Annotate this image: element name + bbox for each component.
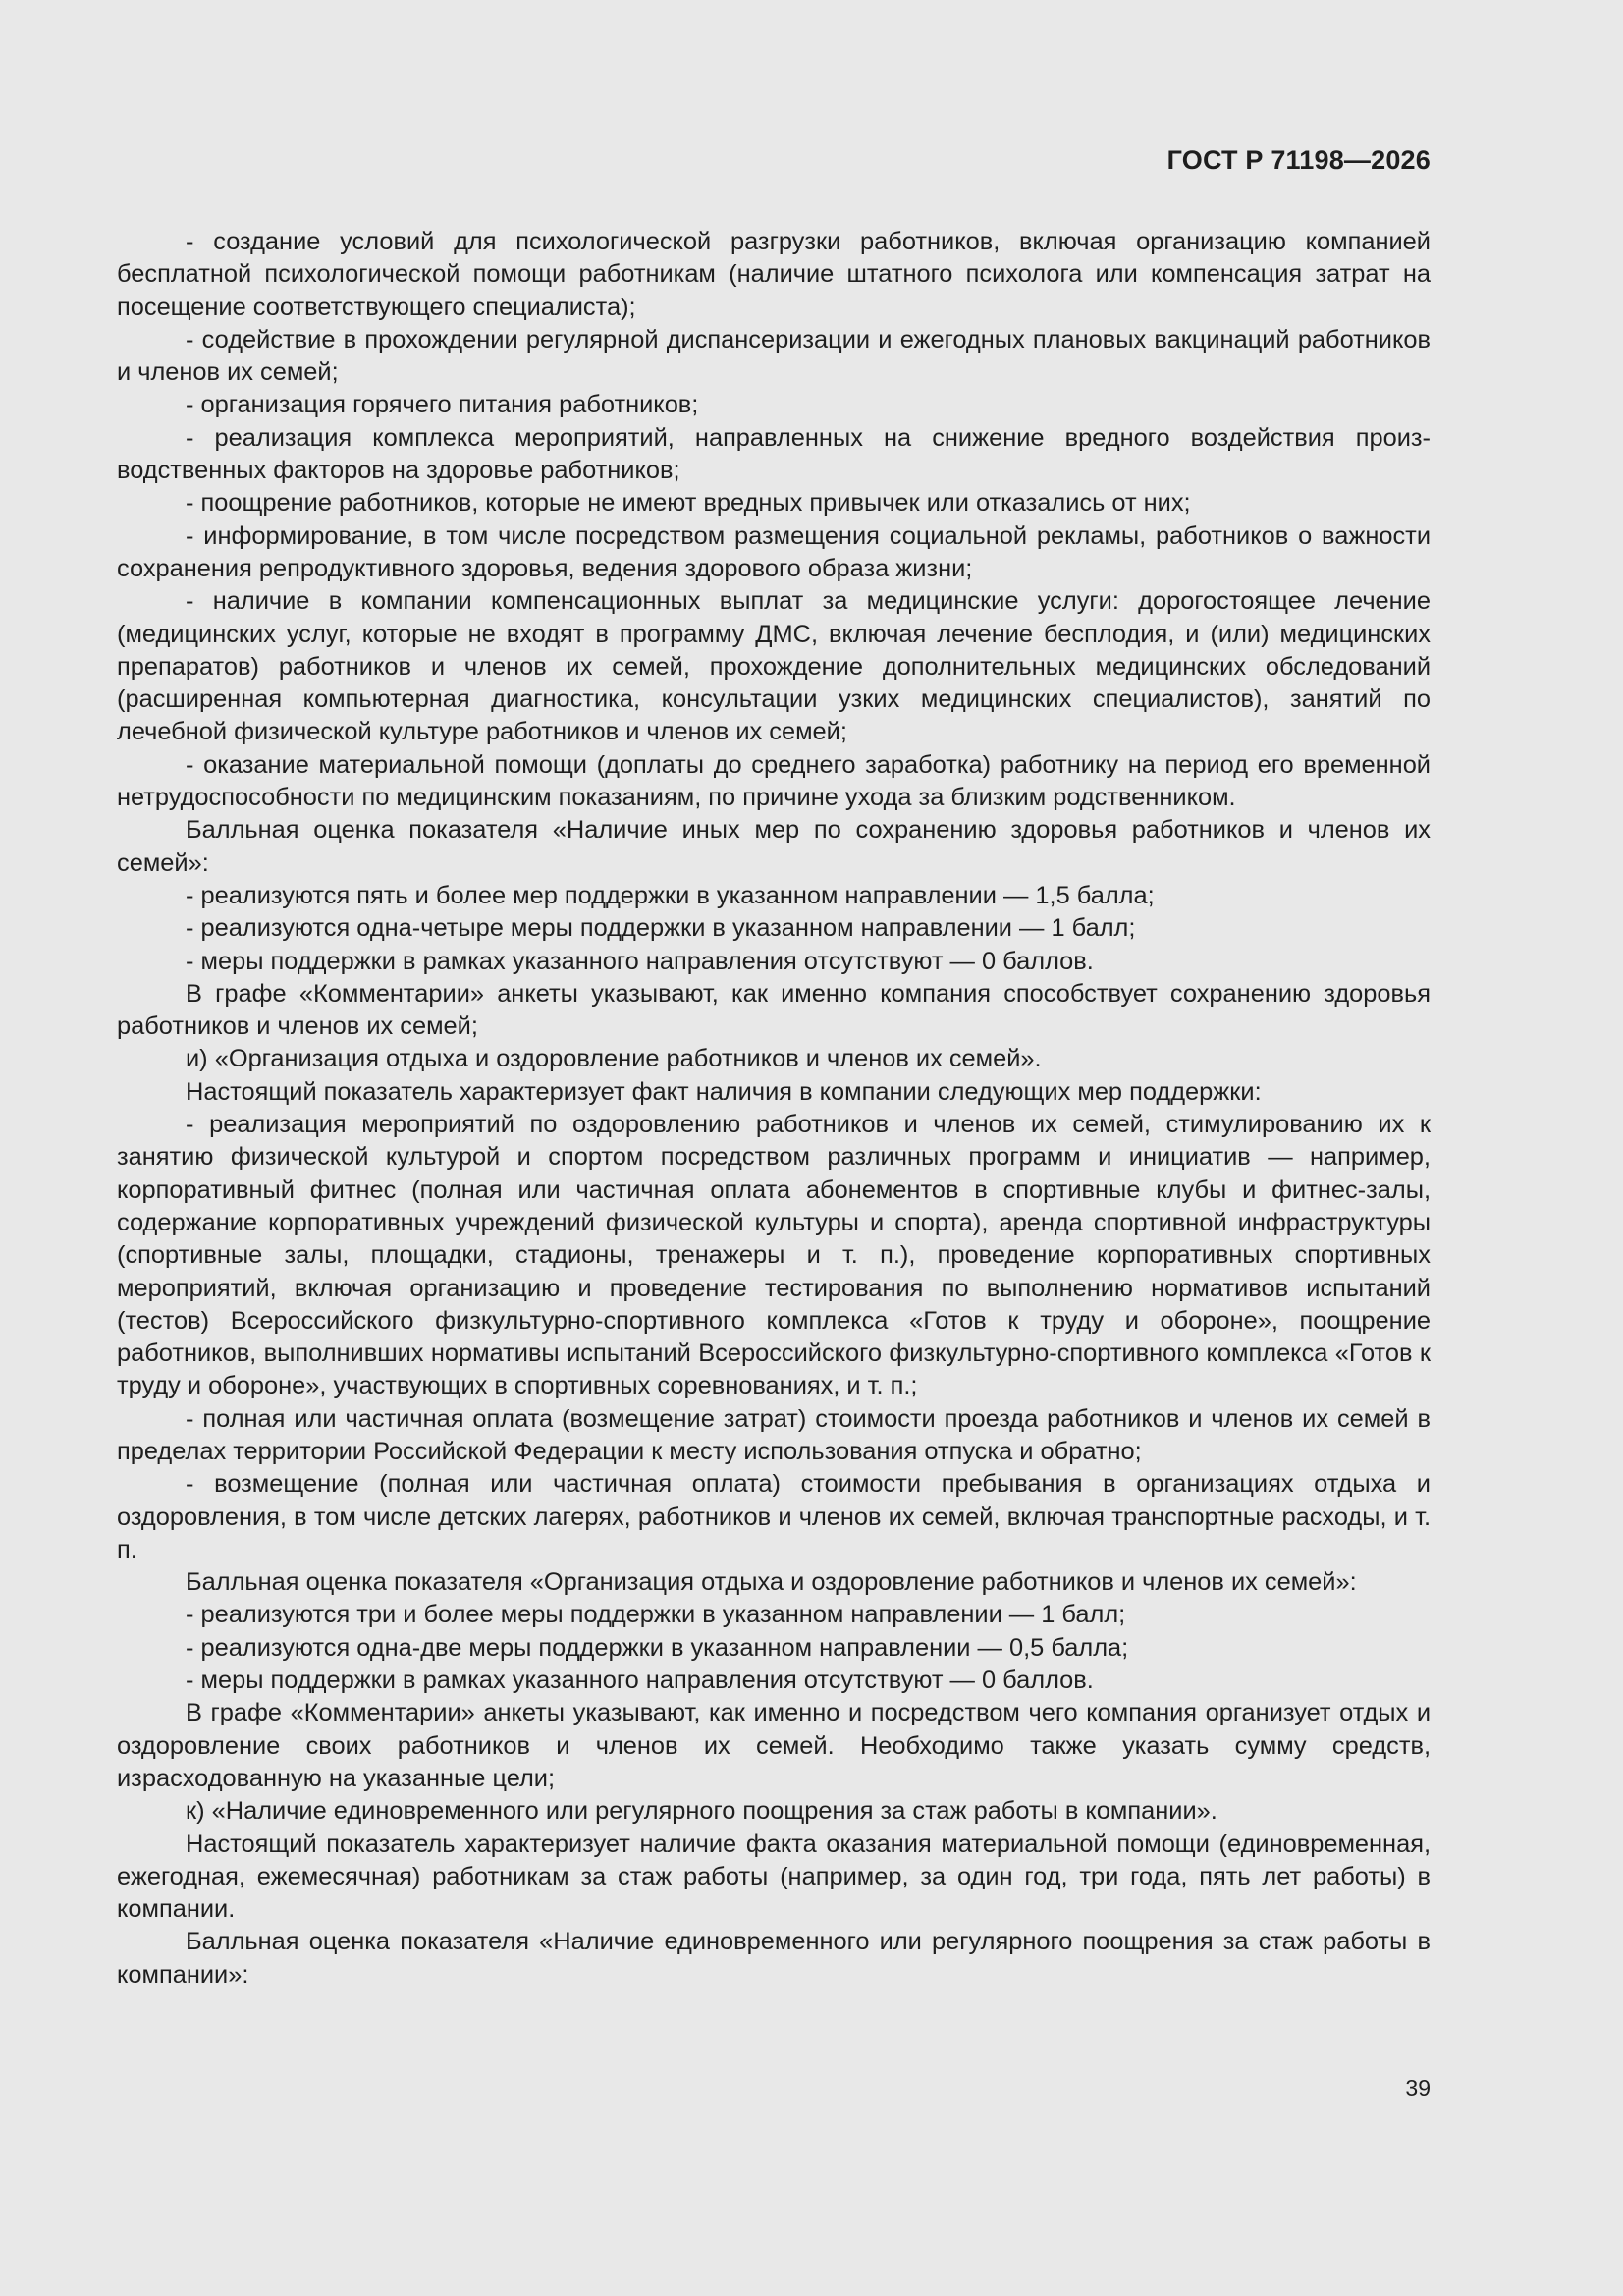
paragraph: - реализуются одна-две меры поддержки в указанном направлении — 0,5 балла;: [186, 1633, 1129, 1662]
paragraph: Балльная оценка показателя «Наличие иных мер по сохранению здоровья работников и членов их семей»:: [117, 816, 1431, 877]
page-number: 39: [1405, 2075, 1431, 2101]
standard-header: ГОСТ Р 71198—2026: [1166, 145, 1431, 175]
paragraph: - реализация комплекса мероприятий, направленных на снижение вредного воздействия производственных факторов на здоровье работников;: [117, 423, 1431, 485]
paragraph: Балльная оценка показателя «Организация отдыха и оздоровление работников и членов их семей»:: [186, 1568, 1357, 1597]
paragraph: и) «Организация отдыха и оздоровление работников и членов их семей».: [186, 1045, 1042, 1073]
paragraph: Настоящий показатель характеризует факт наличия в компании следующих мер поддержки:: [186, 1077, 1262, 1106]
paragraph: - возмещение (полная или частичная оплата) стоимости пребывания в организациях отдыха и оздоровления, в том числе детских лагерях, работников и членов их семей, включая транспортные расходы, и т. п.: [117, 1470, 1431, 1563]
paragraph: - наличие в компании компенсационных выплат за медицинские услуги: дорогостоящее лечение (медицинских услуг, которые не входят в программу ДМС, включая лечение бесплодия, и (или) медицинских препаратов) работников и членов их семей, прохождение дополнительных медицинских обследований (расширенная компьютерная диагностика, консультации узких медицинских специалистов), занятий по лечебной физической культуре работников и членов их семей;: [117, 587, 1431, 746]
paragraph: Балльная оценка показателя «Наличие единовременного или регулярного поощрения за стаж работы в компании»:: [117, 1928, 1431, 1989]
paragraph: - поощрение работников, которые не имеют вредных привычек или отказались от них;: [186, 489, 1191, 518]
paragraph: В графе «Комментарии» анкеты указывают, как именно и посредством чего компания организует отдых и оздоровление своих работников и членов их семей. Необходимо также указать сумму средств, израсходованную на указанные цели;: [117, 1699, 1431, 1792]
body-text: [117, 226, 1431, 1992]
paragraph: - полная или частичная оплата (возмещение затрат) стоимости проезда работников и членов их семей в пределах территории Российской Федерации к месту использования отпуска и обратно;: [117, 1404, 1431, 1465]
paragraph: Настоящий показатель характеризует наличие факта оказания материальной помощи (единовременная, ежегодная, ежемесячная) работникам за стаж работы (например, за один год, три года, пять лет работы) в компании.: [117, 1830, 1431, 1924]
paragraph: - организация горячего питания работников;: [186, 391, 699, 419]
paragraph: - оказание материальной помощи (доплаты до среднего заработка) работнику на период его временной нетрудоспособности по медицинским показаниям, по причине ухода за близким родственником.: [117, 750, 1431, 812]
paragraph: - реализуются одна-четыре меры поддержки в указанном направлении — 1 балл;: [186, 914, 1136, 943]
paragraph: - реализуются три и более меры поддержки в указанном направлении — 1 балл;: [186, 1601, 1126, 1629]
paragraph: - реализуются пять и более мер поддержки в указанном направлении — 1,5 балла;: [186, 881, 1155, 909]
paragraph: - меры поддержки в рамках указанного направления отсутствуют — 0 баллов.: [186, 1667, 1094, 1695]
paragraph: к) «Наличие единовременного или регулярного поощрения за стаж работы в компании».: [186, 1797, 1217, 1826]
paragraph: - содействие в прохождении регулярной диспансеризации и ежегодных плановых вакцинаций работников и членов их семей;: [117, 325, 1431, 387]
paragraph: - реализация мероприятий по оздоровлению работников и членов их семей, стимулированию их к занятию физической культурой и спортом посредством различных программ и инициатив — например, корпоративный фитнес (полная или частичная оплата абонементов в спортивные клубы и фитнес-залы, содержание корпоративных учреждений физической культуры и спорта), аренда спортивной инфраструктуры (спортивные залы, площадки, стадионы, тренажеры и т. п.), проведение корпоративных спортивных мероприятий, включая организацию и проведение тестирования по выполнению нормативов испытаний (тестов) Всероссийского физкультурно-спортивного комплекса «Готов к труду и обороне», поощрение работников, выполнивших нормативы испытаний Всероссийского физкультурно-спортивного комплекса «Готов к труду и обороне», участвующих в спортивных соревнованиях, и т. п.;: [117, 1111, 1431, 1400]
paragraph: - меры поддержки в рамках указанного направления отсутствуют — 0 баллов.: [186, 947, 1094, 975]
paragraph: - информирование, в том числе посредством размещения социальной рекламы, работников о важности сохранения репродуктивного здоровья, ведения здорового образа жизни;: [117, 521, 1431, 582]
paragraph: В графе «Комментарии» анкеты указывают, как именно компания способствует сохранению здоровья работников и членов их семей;: [117, 979, 1431, 1041]
paragraph: - создание условий для психологической разгрузки работников, включая организацию компанией бесплатной психологической помощи работникам (наличие штатного психолога или компенсация затрат на посещение соответствующего специалиста);: [117, 228, 1431, 321]
